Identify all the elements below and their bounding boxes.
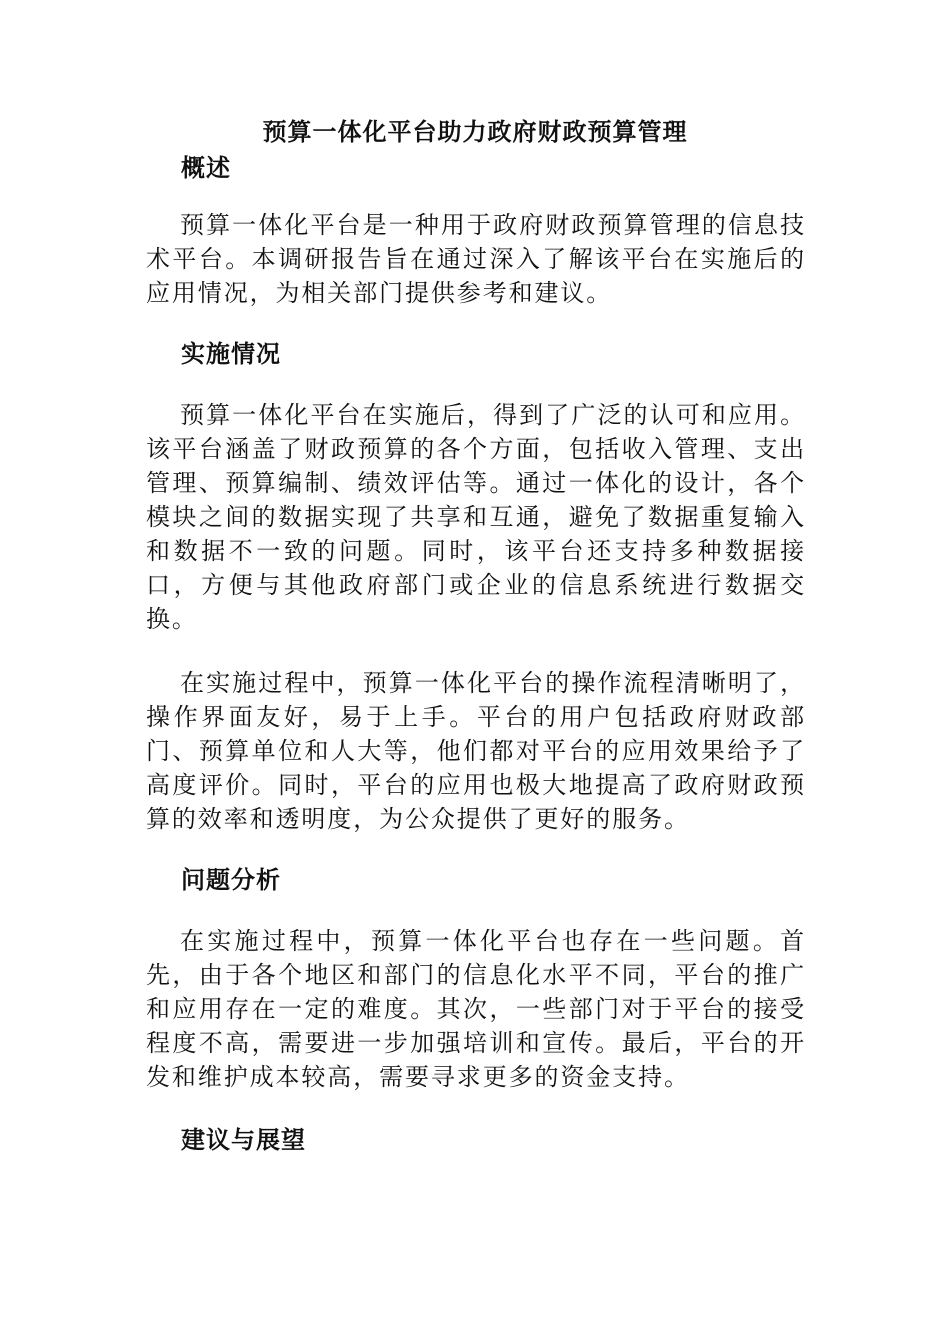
paragraph-implementation-1: 预算一体化平台在实施后，得到了广泛的认可和应用。该平台涵盖了财政预算的各个方面，包括收入管理、支出管理、预算编制、绩效评估等。通过一体化的设计，各个模块之间的数据实现了共享和互通，避免了数据重复输入和数据不一致的问题。同时，该平台还支持多种数据接口，方便与其他政府部门或企业的信息系统进行数据交换。 [146,401,806,633]
paragraph-implementation-2: 在实施过程中，预算一体化平台的操作流程清晰明了，操作界面友好，易于上手。平台的用户包括政府财政部门、预算单位和人大等，他们都对平台的应用效果给予了高度评价。同时，平台的应用也极大地提高了政府财政预算的效率和透明度，为公众提供了更好的服务。 [146,669,806,833]
paragraph-overview: 预算一体化平台是一种用于政府财政预算管理的信息技术平台。本调研报告旨在通过深入了解该平台在实施后的应用情况，为相关部门提供参考和建议。 [146,211,806,307]
section-heading-problem-analysis: 问题分析 [181,865,281,894]
section-heading-recommendations: 建议与展望 [181,1125,306,1154]
document-title: 预算一体化平台助力政府财政预算管理 [262,117,688,146]
section-heading-overview: 概述 [181,153,231,182]
paragraph-problem-analysis: 在实施过程中，预算一体化平台也存在一些问题。首先，由于各个地区和部门的信息化水平不同，平台的推广和应用存在一定的难度。其次，一些部门对于平台的接受程度不高，需要进一步加强培训和宣传。最后，平台的开发和维护成本较高，需要寻求更多的资金支持。 [146,927,806,1091]
section-heading-implementation: 实施情况 [181,339,281,368]
